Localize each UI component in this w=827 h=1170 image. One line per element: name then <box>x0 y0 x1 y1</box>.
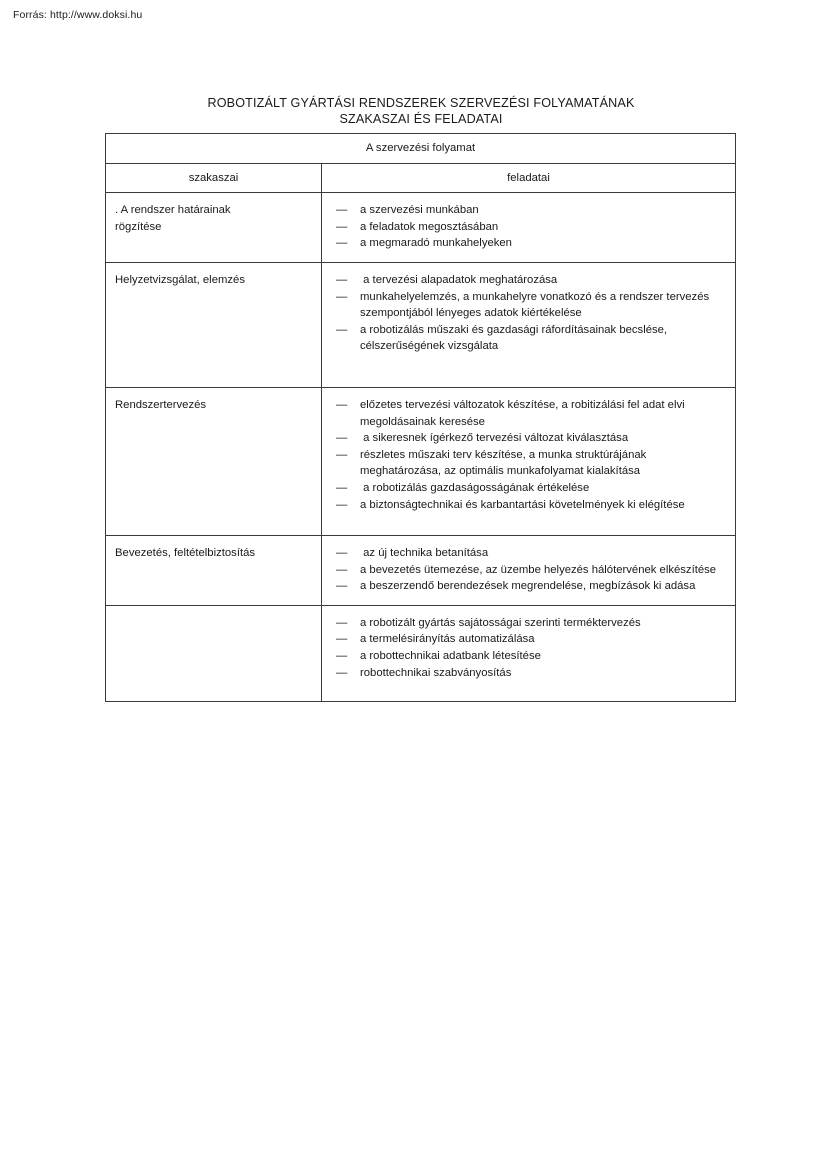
em-dash-icon: — <box>336 616 348 629</box>
task-label: a termelésirányítás automatizálása <box>360 633 535 646</box>
task-label: az új technika betanítása <box>360 547 489 560</box>
organization-process-table <box>105 133 736 702</box>
task-list-item <box>322 665 727 682</box>
task-list-item <box>322 545 727 562</box>
table-header-row-span <box>106 134 736 164</box>
task-list-item <box>322 397 727 430</box>
phase-cell <box>106 193 322 263</box>
task-label: a biztonságtechnikai és karbantartási követelmények ki elégítése <box>360 498 685 511</box>
page-title-line-1: ROBOTIZÁLT GYÁRTÁSI RENDSZEREK SZERVEZÉSI FOLYAMATÁNAK <box>207 96 635 110</box>
em-dash-icon: — <box>336 633 348 646</box>
em-dash-icon: — <box>336 273 348 286</box>
task-label: a robotizálás műszaki és gazdasági ráfordításainak becslése, célszerűségének vizsgálata <box>360 323 671 353</box>
task-label: a robottechnikai adatbank létesítése <box>360 650 541 663</box>
phase-cell <box>106 262 322 387</box>
task-list-item <box>322 447 727 480</box>
task-label: a szervezési munkában <box>360 204 479 217</box>
em-dash-icon: — <box>336 237 348 250</box>
task-list <box>322 545 727 595</box>
task-list-item <box>322 219 727 236</box>
phase-cell <box>106 387 322 535</box>
task-label: munkahelyelemzés, a munkahelyre vonatkozó és a rendszer tervezés szempontjából lényeges adatok kiértékelése <box>360 290 713 320</box>
task-list-item <box>322 631 727 648</box>
task-label: előzetes tervezési változatok készítése, a robitizálási fel adat elvi megoldásainak keresése <box>360 398 688 428</box>
task-list-item <box>322 272 727 289</box>
em-dash-icon: — <box>336 563 348 576</box>
task-list <box>322 202 727 252</box>
task-list-item <box>322 562 727 579</box>
task-label: részletes műszaki terv készítése, a munka struktúrájának meghatározása, az optimális munkafolyamat kialakítása <box>360 448 650 478</box>
task-label: a robotizálás gazdaságosságának értékelése <box>360 481 590 494</box>
task-list-item <box>322 289 727 322</box>
table-header-tasks: feladatai <box>322 163 736 193</box>
em-dash-icon: — <box>336 204 348 217</box>
phase-label-line: . A rendszer határainak <box>115 204 231 217</box>
task-label: a sikeresnek ígérkező tervezési változat kiválasztása <box>360 432 629 445</box>
table-row <box>106 536 736 606</box>
tasks-cell <box>322 605 736 701</box>
tasks-cell <box>322 387 736 535</box>
em-dash-icon: — <box>336 498 348 511</box>
em-dash-icon: — <box>336 432 348 445</box>
table-row <box>106 193 736 263</box>
phase-cell <box>106 605 322 701</box>
tasks-cell <box>322 262 736 387</box>
em-dash-icon: — <box>336 220 348 233</box>
task-list-item <box>322 615 727 632</box>
organization-process-table-wrap <box>105 133 735 702</box>
source-url-line: Forrás: http://www.doksi.hu <box>13 9 143 21</box>
task-label: a feladatok megosztásában <box>360 220 499 233</box>
task-list-item <box>322 430 727 447</box>
table-row <box>106 262 736 387</box>
page-title-line-2: SZAKASZAI ÉS FELADATAI <box>339 111 503 126</box>
tasks-cell <box>322 536 736 606</box>
task-list-item <box>322 202 727 219</box>
table-head <box>106 134 736 193</box>
phase-label-line: Rendszertervezés <box>115 398 207 411</box>
table-header-phases: szakaszai <box>106 163 322 193</box>
task-list-item <box>322 648 727 665</box>
em-dash-icon: — <box>336 323 348 336</box>
phase-label-line: rögzítése <box>115 220 162 233</box>
em-dash-icon: — <box>336 547 348 560</box>
phase-cell <box>106 536 322 606</box>
page-title <box>105 96 737 127</box>
table-body <box>106 193 736 702</box>
phase-label-line: Bevezetés, feltételbiztosítás <box>115 547 256 560</box>
em-dash-icon: — <box>336 398 348 411</box>
em-dash-icon: — <box>336 290 348 303</box>
task-list-item <box>322 578 727 595</box>
task-list-item <box>322 497 727 514</box>
task-label: a tervezési alapadatok meghatározása <box>360 273 558 286</box>
phase-label-line: Helyzetvizsgálat, elemzés <box>115 273 245 286</box>
table-row <box>106 387 736 535</box>
task-label: a megmaradó munkahelyeken <box>360 237 512 250</box>
em-dash-icon: — <box>336 666 348 679</box>
table-header-row-columns <box>106 163 736 193</box>
task-list <box>322 615 727 681</box>
em-dash-icon: — <box>336 650 348 663</box>
task-list-item <box>322 235 727 252</box>
tasks-cell <box>322 193 736 263</box>
em-dash-icon: — <box>336 448 348 461</box>
task-label: a beszerzendő berendezések megrendelése, megbízások ki adása <box>360 580 696 593</box>
task-list <box>322 397 727 513</box>
task-label: a robotizált gyártás sajátosságai szerinti terméktervezés <box>360 616 641 629</box>
task-list <box>322 272 727 355</box>
em-dash-icon: — <box>336 580 348 593</box>
task-label: robottechnikai szabványosítás <box>360 666 512 679</box>
task-list-item <box>322 480 727 497</box>
table-header-process: A szervezési folyamat <box>106 134 736 164</box>
task-label: a bevezetés ütemezése, az üzembe helyezés hálótervének elkészítése <box>360 563 717 576</box>
em-dash-icon: — <box>336 481 348 494</box>
table-row <box>106 605 736 701</box>
task-list-item <box>322 322 727 355</box>
